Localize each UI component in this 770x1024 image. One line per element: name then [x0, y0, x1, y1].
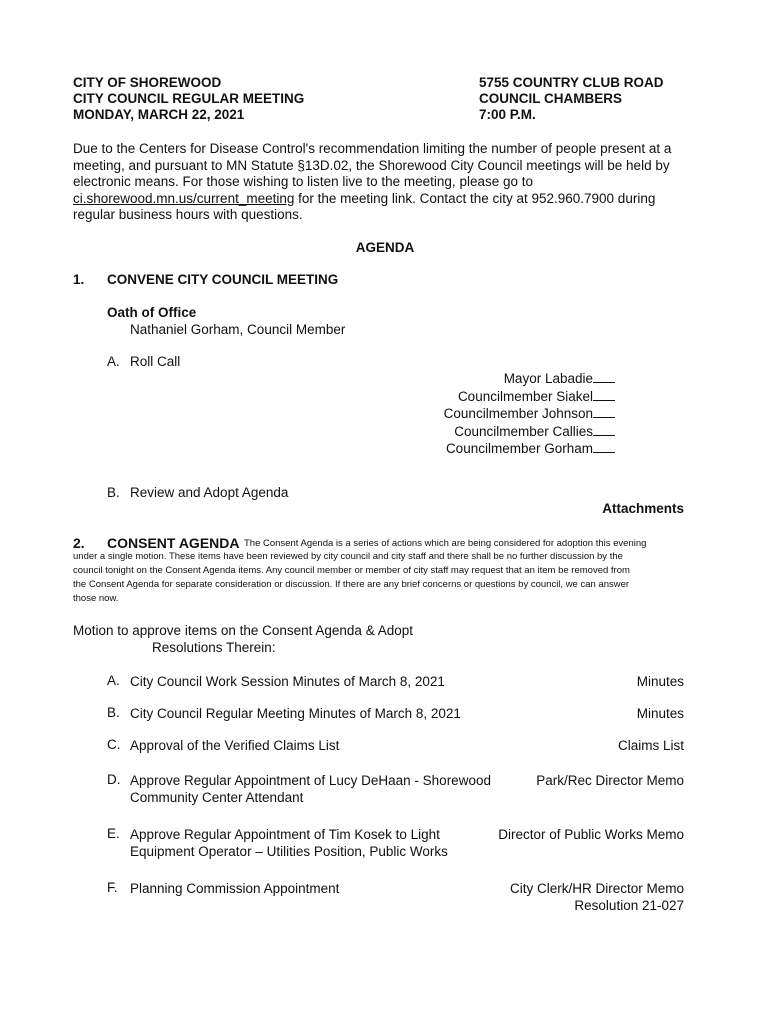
item-f-letter: F. — [107, 880, 118, 895]
agenda-title: AGENDA — [355, 240, 415, 255]
item-b-attachment: Minutes — [636, 706, 684, 721]
signature-blank — [593, 405, 615, 418]
header-date: MONDAY, MARCH 22, 2021 — [73, 107, 245, 122]
signature-blank — [593, 423, 615, 436]
item-e-letter: E. — [107, 826, 120, 841]
review-label: Review and Adopt Agenda — [130, 485, 289, 500]
item-a-text: City Council Work Session Minutes of March 8, 2021 — [130, 674, 445, 689]
motion-line-2: Resolutions Therein: — [152, 640, 276, 655]
attachments-label: Attachments — [602, 501, 684, 516]
item-e-text: Approve Regular Appointment of Tim Kosek to Light Equipment Operator – Utilities Position, Public Works — [130, 827, 448, 859]
signature-blank — [593, 370, 615, 383]
item-c-letter: C. — [107, 737, 121, 752]
section-2-number: 2. — [73, 535, 85, 551]
roll-call-entry: Councilmember Gorham — [444, 440, 615, 458]
signature-blank — [593, 388, 615, 401]
item-c-text: Approval of the Verified Claims List — [130, 738, 340, 753]
item-f-text: Planning Commission Appointment — [130, 881, 340, 896]
consent-desc-line: those now. — [73, 593, 119, 604]
motion-line-1: Motion to approve items on the Consent Agenda & Adopt — [73, 623, 413, 638]
intro-paragraph — [73, 141, 698, 224]
review-letter: B. — [107, 485, 120, 500]
item-e-attachment: Director of Public Works Memo — [498, 827, 684, 842]
consent-desc-line-1: The Consent Agenda is a series of actions which are being considered for adoption this evening — [244, 538, 647, 549]
oath-title: Oath of Office — [107, 305, 197, 320]
header-right — [479, 75, 664, 123]
roll-call-list — [444, 370, 615, 458]
header-left — [73, 75, 304, 123]
consent-desc-line: council tonight on the Consent Agenda items. Any council member or member of city staff may request that an item be removed from — [73, 565, 630, 576]
item-d-attachment: Park/Rec Director Memo — [536, 773, 684, 788]
item-b-text: City Council Regular Meeting Minutes of March 8, 2021 — [130, 706, 461, 721]
header-meeting-type: CITY COUNCIL REGULAR MEETING — [73, 91, 305, 106]
consent-desc-line: under a single motion. These items have been reviewed by city council and city staff and there shall be no further discussion by the — [73, 551, 623, 562]
header-time: 7:00 P.M. — [479, 107, 536, 122]
oath-name: Nathaniel Gorham, Council Member — [130, 322, 346, 337]
item-d-text: Approve Regular Appointment of Lucy DeHaan - Shorewood Community Center Attendant — [130, 773, 491, 805]
section-2-heading — [73, 535, 703, 551]
item-c-attachment: Claims List — [617, 738, 684, 753]
item-f-attachment: City Clerk/HR Director Memo Resolution 21-027 — [509, 881, 684, 913]
header-location: COUNCIL CHAMBERS — [479, 91, 623, 106]
intro-text-before: Due to the Centers for Disease Control's recommendation limiting the number of people present at a meeting, and pursuant to MN Statute §13D.02, the Shorewood City Council meetings will be held by electronic means. For those wishing to listen live to the meeting, please go to — [73, 141, 672, 189]
roll-call-label: Roll Call — [130, 354, 181, 369]
roll-call-letter: A. — [107, 354, 120, 369]
item-a-letter: A. — [107, 673, 120, 688]
header-city: CITY OF SHOREWOOD — [73, 75, 222, 90]
roll-call-entry: Councilmember Johnson — [444, 405, 615, 423]
roll-call-entry: Councilmember Siakel — [444, 388, 615, 406]
roll-call-entry: Mayor Labadie — [444, 370, 615, 388]
header-address: 5755 COUNTRY CLUB ROAD — [479, 75, 664, 90]
consent-description — [73, 550, 703, 606]
signature-blank — [593, 440, 615, 453]
item-a-attachment: Minutes — [636, 674, 684, 689]
meeting-link[interactable]: ci.shorewood.mn.us/current_meeting — [73, 190, 295, 206]
section-1-title: CONVENE CITY COUNCIL MEETING — [107, 272, 339, 287]
section-1-number: 1. — [73, 272, 85, 287]
item-d-letter: D. — [107, 772, 121, 787]
roll-call-entry: Councilmember Callies — [444, 423, 615, 441]
consent-desc-line: the Consent Agenda for separate consideration or discussion. If there are any brief concerns or questions by council, we can answer — [73, 579, 630, 590]
section-2-title: CONSENT AGENDA — [107, 535, 240, 551]
intro-text-after: for the meeting link. Contact the city at 952.960.7900 during regular business hours with questions. — [73, 190, 656, 222]
item-b-letter: B. — [107, 705, 120, 720]
